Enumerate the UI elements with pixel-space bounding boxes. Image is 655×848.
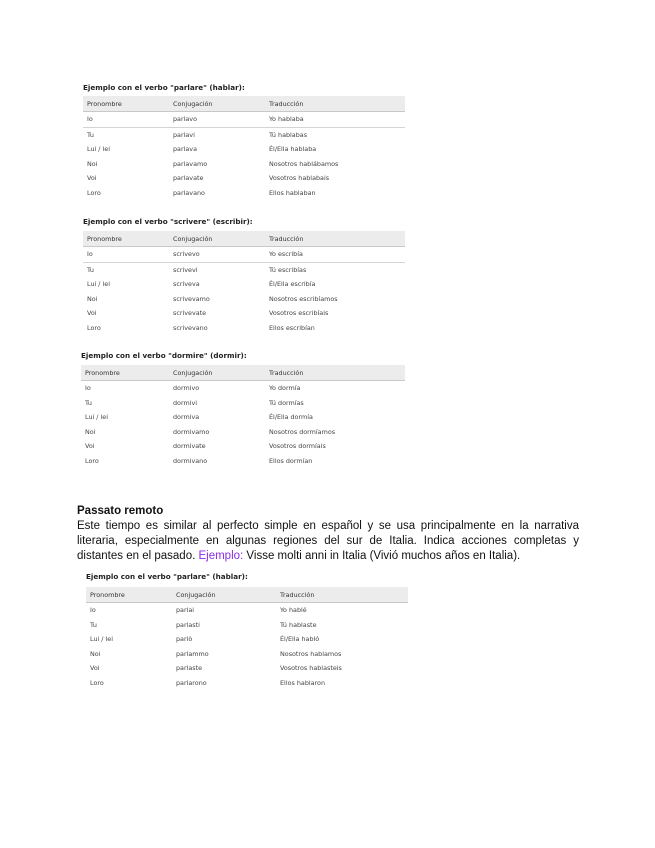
conjugation-cell: parlavo xyxy=(169,112,265,128)
pronoun-cell: Loro xyxy=(87,188,101,197)
pronoun-cell: Loro xyxy=(90,678,104,687)
header-traduccion: Traducción xyxy=(265,231,405,247)
translation-cell: Nosotros hablamos xyxy=(280,649,342,658)
header-pronombre: Pronombre xyxy=(83,96,169,112)
pronoun-cell: Io xyxy=(90,606,96,615)
table-row xyxy=(83,157,405,172)
table-row xyxy=(83,127,405,142)
translation-cell: Vosotros hablasteis xyxy=(280,664,342,673)
table-row xyxy=(83,306,405,321)
table-header-row xyxy=(86,587,408,603)
pronoun-cell: Noi xyxy=(90,649,101,658)
translation-cell: Nosotros dormíamos xyxy=(269,427,336,436)
table-row xyxy=(81,381,405,396)
pronoun-cell: Lui / lei xyxy=(85,413,108,422)
table-caption: Ejemplo con el verbo "scrivere" (escribir): xyxy=(83,217,253,226)
paragraph-text: Este tiempo es similar al perfecto simple en español y se usa principalmente en la narrativa literaria, especialmente en algunas regiones del sur de Italia. Indica acciones completas y distantes en el pasado. xyxy=(77,520,579,562)
translation-cell: Él/Ella dormía xyxy=(269,413,313,422)
table-header-row xyxy=(83,96,405,112)
header-pronombre: Pronombre xyxy=(86,587,172,603)
pronoun-cell: Voi xyxy=(87,174,97,183)
translation-cell: Yo hablé xyxy=(280,606,307,615)
translation-cell: Nosotros escribíamos xyxy=(269,294,338,303)
translation-cell: Tú dormías xyxy=(269,398,304,407)
translation-cell: Vosotros escribíais xyxy=(269,309,329,318)
conjugation-table xyxy=(86,587,408,690)
conjugation-cell: scrivevi xyxy=(173,265,198,274)
pronoun-cell: Tu xyxy=(90,620,97,629)
table-caption: Ejemplo con el verbo "parlare" (hablar): xyxy=(86,572,248,581)
header-pronombre: Pronombre xyxy=(81,365,169,381)
conjugation-cell: scrivevate xyxy=(173,309,207,318)
pronoun-cell: Lui / lei xyxy=(90,635,113,644)
translation-cell: Él/Ella hablaba xyxy=(269,145,317,154)
conjugation-cell: dormivamo xyxy=(173,427,210,436)
translation-cell: Él/Ella escribía xyxy=(269,280,316,289)
pronoun-cell: Tu xyxy=(85,398,92,407)
table-row xyxy=(86,661,408,676)
header-traduccion: Traducción xyxy=(276,587,408,603)
conjugation-cell: dormivi xyxy=(173,398,198,407)
pronoun-cell: Noi xyxy=(87,159,98,168)
pronoun-cell: Voi xyxy=(87,309,97,318)
pronoun-cell: Tu xyxy=(87,130,94,139)
header-traduccion: Traducción xyxy=(265,365,405,381)
table-row xyxy=(86,618,408,633)
table-row xyxy=(81,396,405,411)
translation-cell: Yo hablaba xyxy=(265,112,405,128)
conjugation-table xyxy=(81,365,405,468)
header-conjugacion: Conjugación xyxy=(169,96,265,112)
pronoun-cell: Lui / lei xyxy=(87,145,110,154)
conjugation-cell: parlavano xyxy=(173,188,205,197)
pronoun-cell: Tu xyxy=(87,265,94,274)
translation-cell: Yo escribía xyxy=(265,247,405,263)
conjugation-cell: parlammo xyxy=(176,649,209,658)
conjugation-cell: parlavamo xyxy=(173,159,208,168)
conjugation-cell: parlavi xyxy=(173,130,195,139)
conjugation-cell: dormivate xyxy=(173,442,206,451)
conjugation-cell: scriveva xyxy=(173,280,200,289)
table-header-row xyxy=(81,365,405,381)
pronoun-cell: Io xyxy=(83,112,169,128)
table-caption: Ejemplo con el verbo "parlare" (hablar): xyxy=(83,83,245,92)
pronoun-cell: Lui / lei xyxy=(87,280,110,289)
table-header-row xyxy=(83,231,405,247)
table-row xyxy=(86,632,408,647)
translation-cell: Ellos hablaron xyxy=(280,678,326,687)
header-traduccion: Traducción xyxy=(265,96,405,112)
conjugation-cell: parlai xyxy=(176,606,195,615)
translation-cell: Yo dormía xyxy=(269,384,301,393)
example-label: Ejemplo: xyxy=(198,550,244,562)
table-row xyxy=(83,292,405,307)
conjugation-cell: scrivevo xyxy=(169,247,265,263)
translation-cell: Tú escribías xyxy=(269,265,307,274)
pronoun-cell: Voi xyxy=(90,664,100,673)
header-pronombre: Pronombre xyxy=(83,231,169,247)
header-conjugacion: Conjugación xyxy=(172,587,276,603)
table-caption: Ejemplo con el verbo "dormire" (dormir): xyxy=(81,351,247,360)
table-row xyxy=(86,647,408,662)
pronoun-cell: Noi xyxy=(85,427,96,436)
translation-cell: Vosotros dormíais xyxy=(269,442,326,451)
conjugation-table xyxy=(83,96,405,200)
pronoun-cell: Loro xyxy=(85,456,99,465)
translation-cell: Ellos escribían xyxy=(269,323,315,332)
pronoun-cell: Voi xyxy=(85,442,95,451)
translation-cell: Vosotros hablabais xyxy=(269,174,330,183)
conjugation-cell: scrivevano xyxy=(173,323,208,332)
section-title: Passato remoto xyxy=(77,505,164,517)
translation-cell: Ellos dormían xyxy=(269,456,313,465)
conjugation-cell: scrivevamo xyxy=(173,294,210,303)
pronoun-cell: Noi xyxy=(87,294,98,303)
table-row xyxy=(83,262,405,277)
conjugation-cell: parlaste xyxy=(176,664,203,673)
conjugation-table xyxy=(83,231,405,335)
pronoun-cell: Loro xyxy=(87,323,101,332)
conjugation-cell: dormivano xyxy=(173,456,208,465)
header-conjugacion: Conjugación xyxy=(169,231,265,247)
translation-cell: Nosotros hablábamos xyxy=(269,159,339,168)
pronoun-cell: Io xyxy=(85,384,91,393)
conjugation-cell: parlarono xyxy=(176,678,207,687)
example-text: Visse molti anni in Italia (Vivió muchos años en Italia). xyxy=(243,550,521,562)
table-row xyxy=(81,439,405,454)
conjugation-cell: dormivo xyxy=(173,384,200,393)
table-row xyxy=(83,112,405,128)
pronoun-cell: Io xyxy=(83,247,169,263)
table-row xyxy=(86,603,408,618)
translation-cell: Ellos hablaban xyxy=(269,188,316,197)
conjugation-cell: parlasti xyxy=(176,620,200,629)
conjugation-cell: dormiva xyxy=(173,413,200,422)
translation-cell: Él/Ella habló xyxy=(280,635,320,644)
conjugation-cell: parlò xyxy=(176,635,193,644)
table-row xyxy=(83,186,405,201)
table-row xyxy=(83,321,405,336)
table-row xyxy=(83,171,405,186)
table-row xyxy=(86,676,408,691)
table-row xyxy=(81,410,405,425)
table-row xyxy=(81,425,405,440)
translation-cell: Tú hablabas xyxy=(269,130,308,139)
conjugation-cell: parlava xyxy=(173,145,197,154)
header-conjugacion: Conjugación xyxy=(169,365,265,381)
conjugation-cell: parlavate xyxy=(173,174,204,183)
section-paragraph xyxy=(77,519,579,564)
translation-cell: Tú hablaste xyxy=(280,620,317,629)
table-row xyxy=(83,247,405,263)
table-row xyxy=(81,454,405,469)
table-row xyxy=(83,142,405,157)
table-row xyxy=(83,277,405,292)
